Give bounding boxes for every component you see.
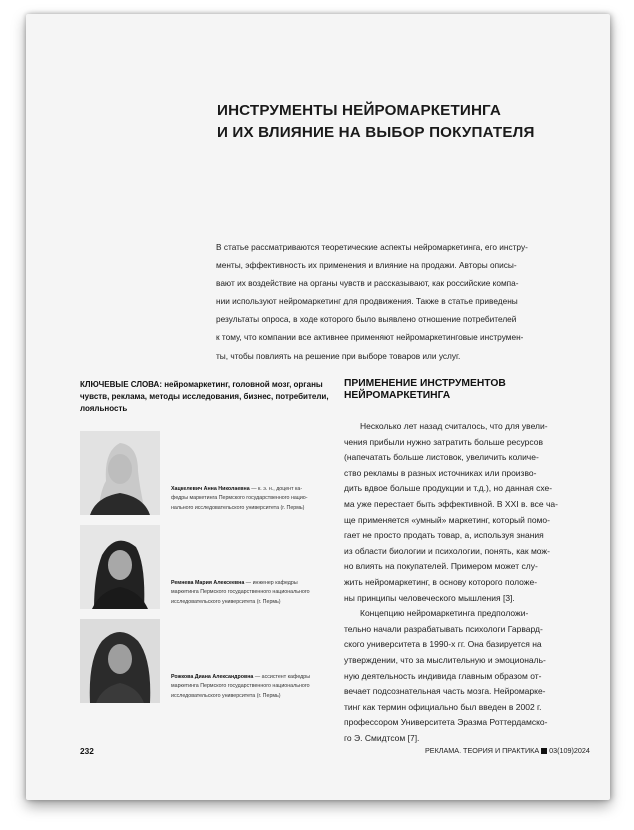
abstract-line: результаты опроса, в ходе которого было выявлено отношение потребителей bbox=[216, 314, 517, 325]
body-line: (напечатать больше листовок, увеличить количе- bbox=[344, 452, 539, 463]
body-line: тельно начали разрабатывать психологи Гарвард- bbox=[344, 623, 543, 634]
section-heading-line: НЕЙРОМАРКЕТИНГА bbox=[344, 390, 451, 401]
author-name: Хацкелевич Анна Николаевна bbox=[171, 486, 250, 492]
author-photo bbox=[80, 619, 160, 703]
bio-line: исследовательского университета (г. Пермь) bbox=[171, 692, 281, 699]
page-number: 232 bbox=[80, 746, 94, 756]
square-bullet-icon bbox=[541, 748, 547, 754]
author-photo bbox=[80, 525, 160, 609]
abstract-line: ты, чтобы повлиять на решение при выборе товаров или услуг. bbox=[216, 350, 461, 361]
body-line: но влиять на покупателей. Примером может слу- bbox=[344, 561, 538, 572]
bio-line: маркетинга Пермского государственного национального bbox=[171, 683, 310, 690]
body-line: Концепцию нейромаркетинга предположи- bbox=[360, 608, 529, 619]
bio-line: — инженер кафедры bbox=[245, 580, 298, 586]
abstract-line: нии используют нейромаркетинг для продвижения. Также в статье приведены bbox=[216, 296, 518, 307]
abstract-line: вают их воздействие на органы чувств и рассказывают, как российские компа- bbox=[216, 278, 519, 289]
author-bio bbox=[171, 673, 331, 701]
body-line: утверждении, что за мыслительную и эмоциональ- bbox=[344, 654, 546, 665]
author-name: Рожкова Диана Александровна bbox=[171, 674, 254, 680]
body-line: жить нейромаркетинг, в основу которого положе- bbox=[344, 576, 538, 587]
article-abstract bbox=[216, 238, 590, 365]
title-line: И ИХ ВЛИЯНИЕ НА ВЫБОР ПОКУПАТЕЛЯ bbox=[217, 124, 535, 141]
keywords-line: чувств, реклама, методы исследования, бизнес, потребители, bbox=[80, 392, 329, 401]
bio-line: федры маркетинга Пермского государственного нацио- bbox=[171, 495, 308, 502]
body-line: тинг как термин официально был введен в 2002 г. bbox=[344, 701, 542, 712]
body-line: чения прибыли нужно затратить больше ресурсов bbox=[344, 436, 543, 447]
article-title bbox=[217, 100, 597, 144]
body-line: ную деятельность индивида главным образом от- bbox=[344, 670, 542, 681]
body-line: ство рекламы в разных источниках или произво- bbox=[344, 467, 537, 478]
author-card bbox=[80, 431, 330, 516]
abstract-line: менты, эффективность их применения и влияние на продажи. Авторы описы- bbox=[216, 260, 517, 271]
bio-line: маркетинга Пермского государственного национального bbox=[171, 589, 310, 596]
abstract-line: В статье рассматриваются теоретические аспекты нейромаркетинга, его инстру- bbox=[216, 242, 528, 252]
author-card bbox=[80, 525, 330, 610]
author-photo bbox=[80, 431, 160, 515]
body-line: ны принципы человеческого мышления [3]. bbox=[344, 592, 515, 603]
body-line: гает не просто продать товар, а, используя знания bbox=[344, 530, 544, 541]
author-name: Ремнева Мария Алексеевна bbox=[171, 580, 245, 586]
body-line: ма уже перестает быть эффективной. В XXI в. все ча- bbox=[344, 498, 558, 509]
author-bio bbox=[171, 579, 331, 607]
body-line: из области биологии и психологии, понять, как мож- bbox=[344, 545, 550, 556]
keywords-line: лояльность bbox=[80, 404, 128, 413]
body-line: Несколько лет назад считалось, что для увели- bbox=[360, 421, 548, 431]
section-heading bbox=[344, 378, 594, 402]
bio-line: нального исследовательского университета (г. Пермь) bbox=[171, 504, 305, 511]
keywords bbox=[80, 379, 330, 415]
issue-number: 03(109)2024 bbox=[549, 746, 590, 755]
body-line: го Э. Смидтсом [7]. bbox=[344, 732, 420, 743]
journal-footer bbox=[425, 746, 590, 755]
body-line: ского университета в 1990-х гг. Она базируется на bbox=[344, 639, 542, 650]
bio-line: исследовательского университета (г. Пермь) bbox=[171, 598, 281, 605]
section-heading-line: ПРИМЕНЕНИЕ ИНСТРУМЕНТОВ bbox=[344, 378, 506, 389]
body-line: ще применяется «умный» маркетинг, который помо- bbox=[344, 514, 550, 525]
body-line: вечает подсознательная часть мозга. Нейромарке- bbox=[344, 686, 546, 697]
title-line: ИНСТРУМЕНТЫ НЕЙРОМАРКЕТИНГА bbox=[217, 102, 501, 119]
body-line: профессором Университета Эразма Роттердамско- bbox=[344, 717, 548, 728]
abstract-line: к тому, что компании все активнее применяют нейромаркетинговые инструмен- bbox=[216, 332, 524, 343]
author-card bbox=[80, 619, 330, 704]
bio-line: — к. э. н., доцент ка- bbox=[251, 486, 303, 492]
journal-name: РЕКЛАМА. ТЕОРИЯ И ПРАКТИКА bbox=[425, 746, 540, 755]
bio-line: — ассистент кафедры bbox=[254, 674, 311, 680]
body-line: дить вдвое больше продукции и т.д.), но данная схе- bbox=[344, 483, 553, 494]
section-body bbox=[344, 419, 594, 746]
author-bio bbox=[171, 485, 331, 513]
keywords-line: КЛЮЧЕВЫЕ СЛОВА: нейромаркетинг, головной мозг, органы bbox=[80, 380, 323, 389]
